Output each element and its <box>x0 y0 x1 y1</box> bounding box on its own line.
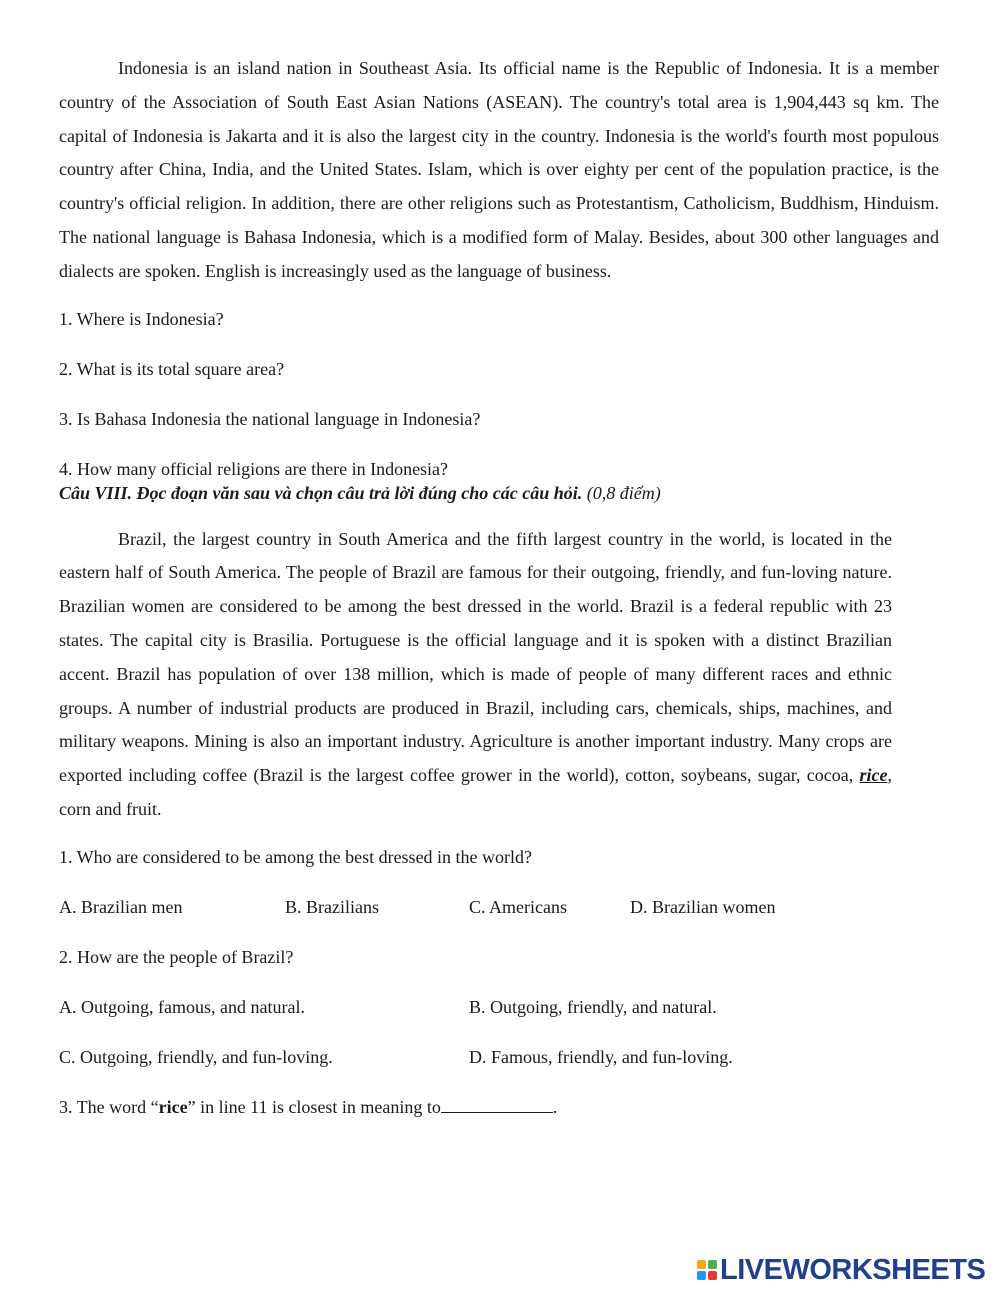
indonesia-passage: Indonesia is an island nation in Southeast Asia. Its official name is the Republic of Indonesia. It is a member country of the Association of South East Asian Nations (ASEAN). The country's total area is 1,904,443 sq km. The capital of Indonesia is Jakarta and it is also the largest city in the country. Indonesia is the world's fourth most populous country after China, India, and the United States. Islam, which is over eighty per cent of the population practice, is the country's official religion. In addition, there are other religions such as Protestantism, Catholicism, Buddhism, Hinduism. The national language is Bahasa Indonesia, which is a modified form of Malay. Besides, about 300 other languages and dialects are spoken. English is increasingly used as the language of business. <box>59 58 939 281</box>
worksheet-page <box>59 52 939 1119</box>
mcq-3-suffix: ” in line 11 is closest in meaning to <box>187 1096 441 1117</box>
logo-square-red <box>708 1271 717 1280</box>
question-1-4: 4. How many official religions are there in Indonesia? <box>59 458 449 479</box>
mcq-1-option-c[interactable]: C. Americans <box>469 896 567 917</box>
answer-blank[interactable] <box>441 1096 553 1113</box>
mcq-3-word: rice <box>158 1096 188 1117</box>
brazil-passage <box>59 523 892 827</box>
mcq-question-2: 2. How are the people of Brazil? <box>59 946 294 967</box>
liveworksheets-logo-icon <box>697 1260 717 1280</box>
logo-square-blue <box>697 1271 706 1280</box>
mcq-question-1: 1. Who are considered to be among the best dressed in the world? <box>59 846 533 867</box>
liveworksheets-logo-text: LIVEWORKSHEETS <box>720 1253 986 1286</box>
mcq-1-option-b[interactable]: B. Brazilians <box>285 896 379 917</box>
question-1-1: 1. Where is Indonesia? <box>59 308 224 329</box>
mcq-1-option-a[interactable]: A. Brazilian men <box>59 896 183 917</box>
mcq-1-option-d[interactable]: D. Brazilian women <box>630 896 776 917</box>
brazil-passage-text: Brazil, the largest country in South America and the fifth largest country in the world, is located in the eastern half of South America. The people of Brazil are famous for their outgoing, friendly, and fun-loving nature. Brazilian women are considered to be among the best dressed in the world. Brazil is a federal republic with 23 states. The capital city is Brasilia. Portuguese is the official language and it is spoken with a distinct Brazilian accent. Brazil has population of over 138 million, which is made of people of many different races and ethnic groups. A number of industrial products are produced in Brazil, including cars, chemicals, ships, machines, and military weapons. Mining is also an important industry. Agriculture is another important industry. Many crops are exported including coffee (Brazil is the largest coffee grower in the world), cotton, soybeans, sugar, cocoa, <box>59 528 892 786</box>
section-8-title: Câu VIII. Đọc đoạn văn sau và chọn câu trả lời đúng cho các câu hỏi. <box>59 482 583 503</box>
mcq-2-option-b[interactable]: B. Outgoing, friendly, and natural. <box>469 996 717 1017</box>
mcq-question-3 <box>59 1095 939 1119</box>
logo-square-green <box>708 1260 717 1269</box>
mcq-2-options-row-2 <box>59 1045 939 1069</box>
mcq-3-end: . <box>552 1096 558 1117</box>
section-8-points: (0,8 điểm) <box>586 482 661 503</box>
brazil-passage-end: , corn and fruit. <box>59 765 892 819</box>
mcq-2-option-c[interactable]: C. Outgoing, friendly, and fun-loving. <box>59 1046 333 1067</box>
question-1-2: 2. What is its total square area? <box>59 358 285 379</box>
question-1-3: 3. Is Bahasa Indonesia the national language in Indonesia? <box>59 408 481 429</box>
mcq-3-prefix: 3. The word “ <box>59 1096 159 1117</box>
mcq-1-options <box>59 895 939 919</box>
section-8-heading <box>59 481 939 505</box>
logo-square-orange <box>697 1260 706 1269</box>
mcq-2-options-row-1 <box>59 995 939 1019</box>
highlighted-word-rice: rice <box>859 765 888 786</box>
mcq-2-option-a[interactable]: A. Outgoing, famous, and natural. <box>59 996 305 1017</box>
liveworksheets-logo <box>697 1253 985 1287</box>
mcq-2-option-d[interactable]: D. Famous, friendly, and fun-loving. <box>469 1046 733 1067</box>
